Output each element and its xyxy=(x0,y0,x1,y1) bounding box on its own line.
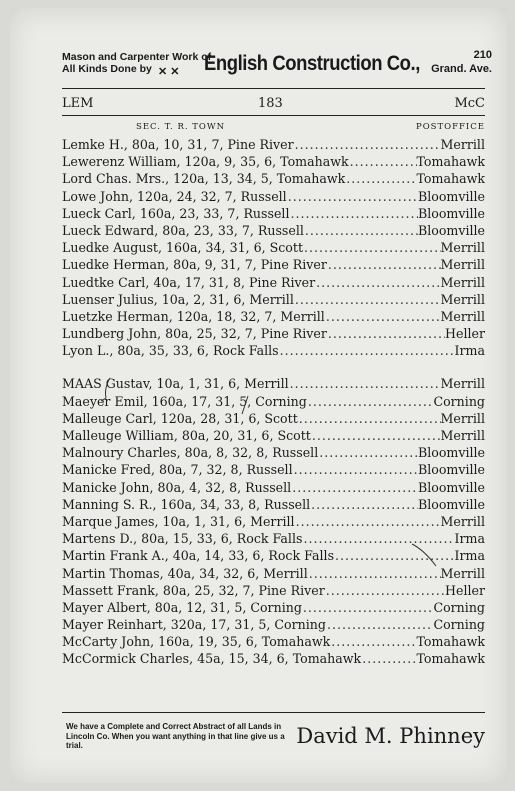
footer-ad-name: David M. Phinney xyxy=(296,724,485,748)
entry-postoffice: Merrill xyxy=(440,565,485,581)
entry-postoffice: Tomahawk xyxy=(416,154,485,170)
leader-dots xyxy=(294,137,441,152)
entry-postoffice: Irma xyxy=(454,548,485,564)
bottom-divider xyxy=(62,712,485,713)
leader-dots xyxy=(279,343,455,358)
pencil-mark-3 xyxy=(410,540,440,570)
entry-text: McCormick Charles, 45a, 15, 34, 6, Tomahawk xyxy=(62,651,362,667)
ad-company-name: English Construction Co., xyxy=(204,52,420,75)
entry-text: Maeyer Emil, 160a, 17, 31, 5, Corning xyxy=(62,393,307,409)
top-divider xyxy=(62,88,485,89)
list-item xyxy=(62,411,485,428)
column-headers xyxy=(62,122,485,134)
list-item xyxy=(62,206,485,223)
entry-postoffice: Merrill xyxy=(440,291,485,307)
entry-text: Luetzke Herman, 120a, 18, 32, 7, Merrill xyxy=(62,308,325,324)
entry-text: Malnoury Charles, 80a, 8, 32, 8, Russell xyxy=(62,445,319,461)
leader-dots xyxy=(303,240,441,255)
leader-dots xyxy=(325,309,441,324)
entry-postoffice: Merrill xyxy=(440,376,485,392)
pencil-mark-2 xyxy=(238,394,252,416)
entry-text: Mayer Reinhart, 320a, 17, 31, 5, Corning xyxy=(62,617,326,633)
leader-dots xyxy=(318,445,418,460)
ad-marks: ✕ ✕ xyxy=(158,66,180,78)
entry-postoffice: Bloomville xyxy=(417,445,485,461)
list-item xyxy=(62,326,485,343)
entry-postoffice: Corning xyxy=(433,599,485,615)
entry-postoffice: Heller xyxy=(445,326,485,342)
entry-text: Luedtke Carl, 40a, 17, 31, 8, Pine River xyxy=(62,274,316,290)
header-advertisement xyxy=(62,46,492,82)
footer-advertisement xyxy=(62,722,485,752)
entry-text: Lundberg John, 80a, 25, 32, 7, Pine River xyxy=(62,326,327,342)
leader-dots xyxy=(327,257,441,272)
ad-line-1: Mason and Carpenter Work of xyxy=(62,51,212,63)
leader-dots xyxy=(315,275,440,290)
col-postoffice: POSTOFFICE xyxy=(415,122,485,132)
entry-text: Manning S. R., 160a, 34, 33, 8, Russell xyxy=(62,496,311,512)
leader-dots xyxy=(361,651,416,666)
entry-text: Manicke John, 80a, 4, 32, 8, Russell xyxy=(62,479,292,495)
entry-text: Luenser Julius, 10a, 2, 31, 6, Merrill xyxy=(62,291,294,307)
entry-list xyxy=(62,137,485,669)
entry-text: Marque James, 10a, 1, 31, 6, Merrill xyxy=(62,513,295,529)
entry-postoffice: Merrill xyxy=(440,428,485,443)
page-number: 183 xyxy=(258,96,283,111)
list-item xyxy=(62,480,485,497)
entry-text: Lueck Carl, 160a, 23, 33, 7, Russell xyxy=(62,205,290,221)
list-item xyxy=(62,634,485,651)
entry-postoffice: Corning xyxy=(433,393,485,409)
entry-text: Manicke Fred, 80a, 7, 32, 8, Russell xyxy=(62,462,293,478)
entry-postoffice: Merrill xyxy=(440,410,485,426)
entry-postoffice: Heller xyxy=(445,582,485,598)
footer-ad-text: We have a Complete and Correct Abstract of all Lands in Lincoln Co. When you want anything in that line give us a trial. xyxy=(66,722,285,750)
entry-postoffice: Bloomville xyxy=(417,222,485,238)
entry-text: Mayer Albert, 80a, 12, 31, 5, Corning xyxy=(62,599,302,615)
list-item xyxy=(62,292,485,309)
entry-text: Lord Chas. Mrs., 120a, 13, 34, 5, Tomahawk xyxy=(62,171,346,187)
entry-postoffice: Tomahawk xyxy=(416,634,485,650)
entry-postoffice: Bloomville xyxy=(417,496,485,512)
list-item xyxy=(62,275,485,292)
entry-postoffice: Tomahawk xyxy=(416,171,485,187)
entry-text: Martin Frank A., 40a, 14, 33, 6, Rock Falls xyxy=(62,548,335,564)
entry-postoffice: Irma xyxy=(454,531,485,547)
ad-address-number: 210 xyxy=(473,49,492,61)
leader-dots xyxy=(294,292,441,307)
ad-address xyxy=(431,48,492,76)
entry-postoffice: Bloomville xyxy=(417,188,485,204)
ad-services-text xyxy=(62,51,211,75)
group-gap xyxy=(62,360,485,376)
col-sec-t-r-town: SEC. T. R. TOWN xyxy=(136,122,226,132)
leader-dots xyxy=(302,600,434,615)
entry-postoffice: Bloomville xyxy=(417,479,485,495)
entry-text: Lemke H., 80a, 10, 31, 7, Pine River xyxy=(62,137,294,152)
list-item xyxy=(62,394,485,411)
leader-dots xyxy=(311,428,441,443)
leader-dots xyxy=(287,189,418,204)
running-head xyxy=(62,96,485,114)
leader-dots xyxy=(330,634,416,649)
ad-line-2: All Kinds Done by xyxy=(62,63,152,75)
pencil-mark-1 xyxy=(98,376,118,402)
entry-text: Martin Thomas, 40a, 34, 32, 6, Merrill xyxy=(62,565,308,581)
list-item xyxy=(62,171,485,188)
leader-dots xyxy=(289,206,417,221)
entry-postoffice: Tomahawk xyxy=(416,651,485,667)
list-item xyxy=(62,376,485,393)
entry-text: Malleuge Carl, 120a, 28, 31, 6, Scott xyxy=(62,410,298,426)
leader-dots xyxy=(349,154,417,169)
leader-dots xyxy=(327,326,445,341)
list-item xyxy=(62,154,485,171)
list-item xyxy=(62,514,485,531)
leader-dots xyxy=(298,411,441,426)
list-item xyxy=(62,309,485,326)
entry-postoffice: Bloomville xyxy=(417,205,485,221)
running-head-right: McC xyxy=(454,96,485,111)
entry-postoffice: Merrill xyxy=(440,274,485,290)
entry-text: Martens D., 80a, 15, 33, 6, Rock Falls xyxy=(62,531,303,547)
directory-page xyxy=(10,8,507,783)
entry-postoffice: Merrill xyxy=(440,513,485,529)
leader-dots xyxy=(291,480,418,495)
leader-dots xyxy=(289,376,441,391)
leader-dots xyxy=(304,223,418,238)
entry-text: Lueck Edward, 80a, 23, 33, 7, Russell xyxy=(62,222,304,238)
list-item xyxy=(62,189,485,206)
entry-text: MAAS Gustav, 10a, 1, 31, 6, Merrill xyxy=(62,376,289,392)
entry-postoffice: Merrill xyxy=(440,137,485,152)
running-head-left: LEM xyxy=(62,96,94,111)
entry-postoffice: Merrill xyxy=(440,257,485,273)
entry-postoffice: Corning xyxy=(433,617,485,633)
list-item xyxy=(62,617,485,634)
list-item xyxy=(62,343,485,360)
list-item xyxy=(62,497,485,514)
list-item xyxy=(62,600,485,617)
entry-postoffice: Merrill xyxy=(440,240,485,256)
entry-text: Luedke August, 160a, 34, 31, 6, Scott xyxy=(62,240,304,256)
list-item xyxy=(62,240,485,257)
ad-address-street: Grand. Ave. xyxy=(431,63,492,75)
leader-dots xyxy=(295,514,441,529)
list-item xyxy=(62,462,485,479)
list-item xyxy=(62,428,485,445)
leader-dots xyxy=(310,497,418,512)
leader-dots xyxy=(325,583,445,598)
entry-text: Massett Frank, 80a, 25, 32, 7, Pine River xyxy=(62,582,325,598)
entry-postoffice: Merrill xyxy=(440,308,485,324)
list-item xyxy=(62,445,485,462)
list-item xyxy=(62,583,485,600)
entry-postoffice: Irma xyxy=(454,343,485,359)
entry-text: Lewerenz William, 120a, 9, 35, 6, Tomahawk xyxy=(62,154,349,170)
entry-text: Lowe John, 120a, 24, 32, 7, Russell xyxy=(62,188,287,204)
leader-dots xyxy=(345,171,416,186)
head-divider xyxy=(62,115,485,116)
entry-text: Luedke Herman, 80a, 9, 31, 7, Pine River xyxy=(62,257,327,273)
leader-dots xyxy=(307,394,434,409)
entry-text: Lyon L., 80a, 35, 33, 6, Rock Falls xyxy=(62,343,279,359)
entry-postoffice: Bloomville xyxy=(417,462,485,478)
list-item xyxy=(62,137,485,154)
leader-dots xyxy=(326,617,433,632)
leader-dots xyxy=(293,462,418,477)
entry-text: McCarty John, 160a, 19, 35, 6, Tomahawk xyxy=(62,634,331,650)
list-item xyxy=(62,223,485,240)
list-item xyxy=(62,257,485,274)
list-item xyxy=(62,651,485,668)
entry-text: Malleuge William, 80a, 20, 31, 6, Scott xyxy=(62,428,311,443)
